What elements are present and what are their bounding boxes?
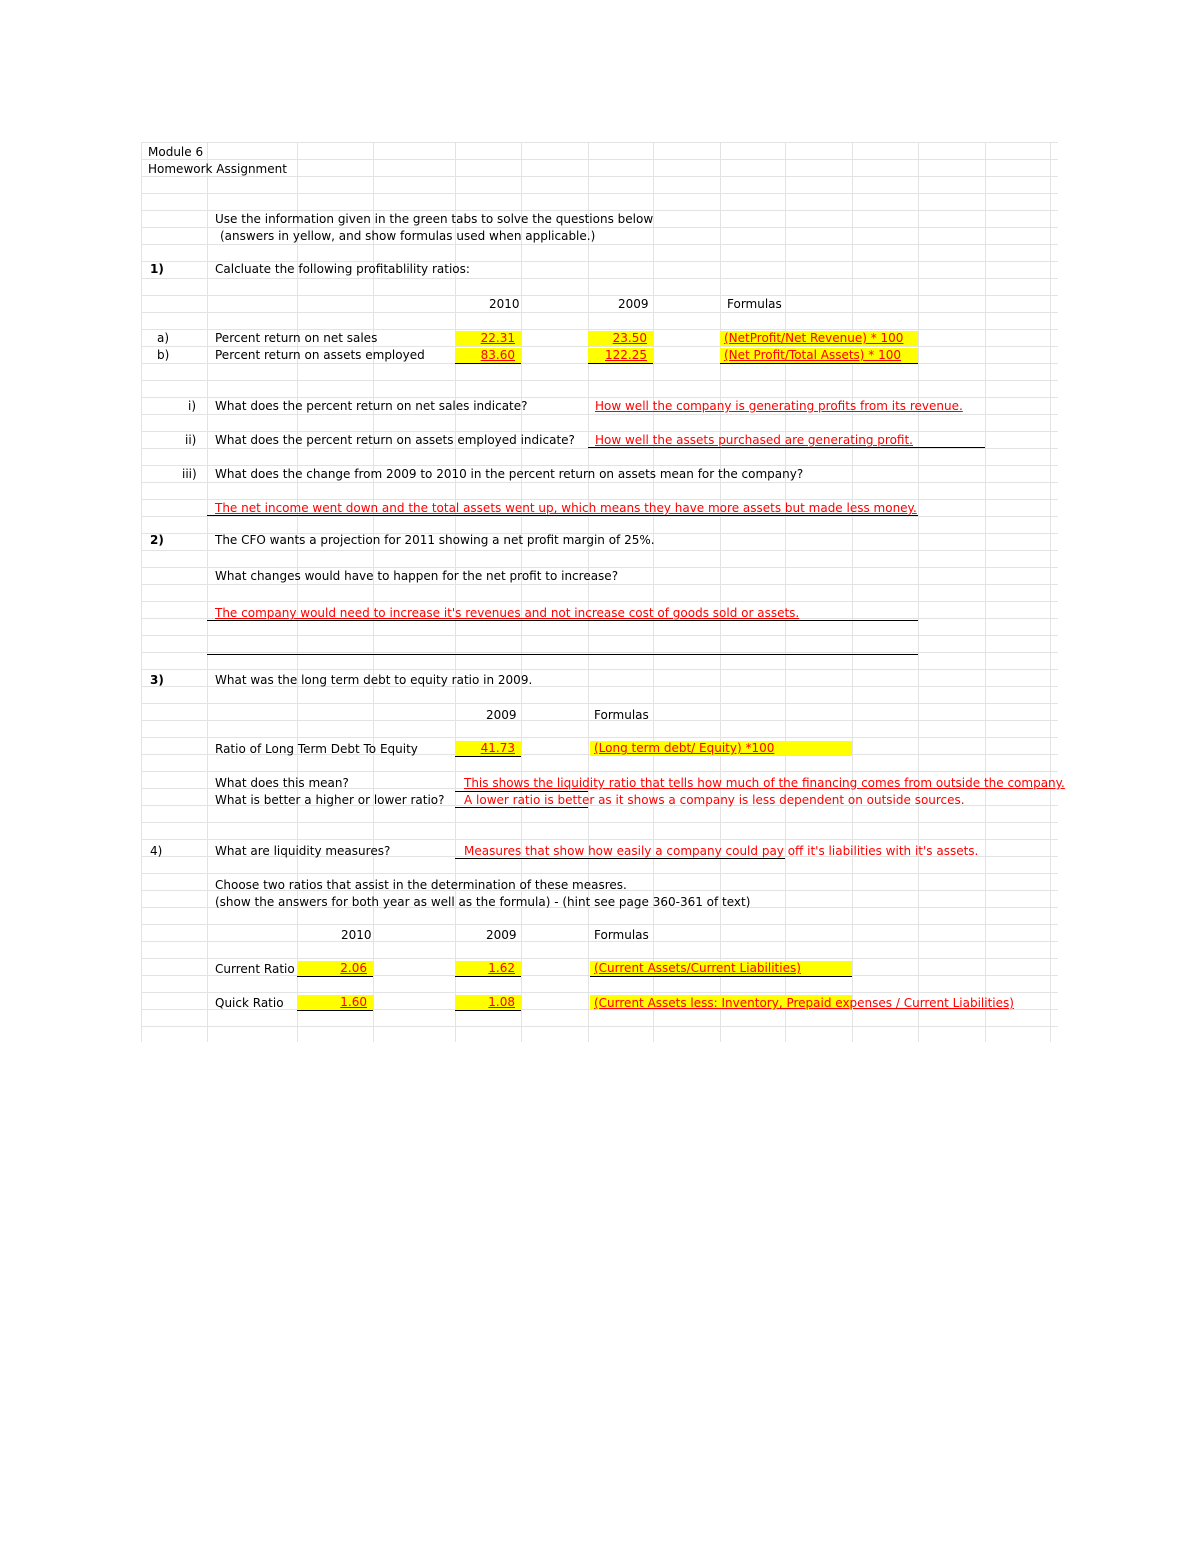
q4-row-quick-label: Quick Ratio <box>215 996 284 1010</box>
q1-2010-underline <box>455 363 521 364</box>
gridline-col <box>852 142 853 1042</box>
q1-sub-ii-underline <box>588 447 985 448</box>
gridline-row <box>141 278 1058 279</box>
gridline-row <box>141 414 1058 415</box>
gridline-row <box>141 482 1058 483</box>
q4-question: What are liquidity measures? <box>215 844 391 858</box>
q1-sub-iii-roman: iii) <box>182 467 197 481</box>
q4-row-current-2010-cell[interactable]: 2.06 <box>297 961 373 976</box>
gridline-row <box>141 924 1058 925</box>
q2-answer-underline <box>207 620 918 621</box>
gridline-row <box>141 210 1058 211</box>
q4-row-quick-formula-cell[interactable] <box>594 996 1014 1010</box>
gridline-row <box>141 312 1058 313</box>
gridline-col <box>1050 142 1051 1042</box>
q1-sub-iii-answer[interactable]: The net income went down and the total assets went up, which means they have more assets but made less money. <box>215 501 917 515</box>
q4-instruction-2: (show the answers for both year as well as the formula) - (hint see page 360-361 of text) <box>215 895 751 909</box>
q1-sub-ii-roman: ii) <box>185 433 197 447</box>
q4-row-current-2009-cell[interactable]: 1.62 <box>455 961 521 976</box>
gridline-row <box>141 584 1058 585</box>
q4-quick-2009-underline <box>455 1010 521 1011</box>
gridline-row <box>141 142 1058 143</box>
q1-sub-i-question: What does the percent return on net sales indicate? <box>215 399 528 413</box>
q3-meaning-underline <box>455 791 588 792</box>
q4-col-2010: 2010 <box>341 928 372 942</box>
gridline-row <box>141 431 1058 432</box>
gridline-row <box>141 159 1058 160</box>
q2-answer[interactable]: The company would need to increase it's revenues and not increase cost of goods sold or assets. <box>215 606 800 620</box>
q3-meaning-question: What does this mean? <box>215 776 349 790</box>
q4-current-formula-underline <box>590 976 852 977</box>
q1-row-a-formula-cell[interactable]: (NetProfit/Net Revenue) * 100 <box>720 331 918 346</box>
q1-col-formulas: Formulas <box>727 297 782 311</box>
q1-row-b-2010-cell[interactable]: 83.60 <box>455 348 521 363</box>
q3-better-question: What is better a higher or lower ratio? <box>215 793 445 807</box>
q1-sub-i-answer[interactable]: How well the company is generating profits from its revenue. <box>595 399 963 413</box>
gridline-row <box>141 822 1058 823</box>
q1-row-b-label: Percent return on assets employed <box>215 348 425 362</box>
gridline-row <box>141 669 1058 670</box>
q3-value-cell[interactable]: 41.73 <box>455 741 521 756</box>
q4-col-2009: 2009 <box>486 928 517 942</box>
gridline-row <box>141 567 1058 568</box>
gridline-row <box>141 329 1058 330</box>
q4-col-formulas: Formulas <box>594 928 649 942</box>
q1-sub-ii-question: What does the percent return on assets employed indicate? <box>215 433 575 447</box>
intro-line-1: Use the information given in the green tabs to solve the questions below <box>215 212 654 226</box>
q4-row-quick-formula-text: (Current Assets less: Inventory, Prepaid expenses / Current Liabilities) <box>594 996 1014 1010</box>
gridline-row <box>141 1026 1058 1027</box>
q3-better-answer[interactable]: A lower ratio is better as it shows a company is less dependent on outside sources. <box>464 793 965 807</box>
q2-number: 2) <box>150 533 164 547</box>
q4-row-current-label: Current Ratio <box>215 962 295 976</box>
q1-row-a-2009-cell[interactable]: 23.50 <box>588 331 653 346</box>
gridline-row <box>141 737 1058 738</box>
q4-current-2009-underline <box>455 976 521 977</box>
gridline-row <box>141 465 1058 466</box>
q1-row-b-letter: b) <box>157 348 170 362</box>
q4-quick-2010-underline <box>297 1010 373 1011</box>
q3-better-underline <box>455 807 588 808</box>
q1-sub-iii-underline <box>207 515 918 516</box>
q2-prompt: The CFO wants a projection for 2011 showing a net profit margin of 25%. <box>215 533 655 547</box>
gridline-col <box>918 142 919 1042</box>
q3-value-underline <box>455 756 521 757</box>
q1-sub-i-roman: i) <box>188 399 197 413</box>
gridline-row <box>141 601 1058 602</box>
gridline-row <box>141 244 1058 245</box>
q4-number: 4) <box>150 844 163 858</box>
gridline-col <box>985 142 986 1042</box>
gridline-row <box>141 176 1058 177</box>
gridline-row <box>141 380 1058 381</box>
q1-row-b-formula-cell[interactable]: (Net Profit/Total Assets) * 100 <box>720 348 918 363</box>
q3-prompt: What was the long term debt to equity ratio in 2009. <box>215 673 533 687</box>
gridline-row <box>141 227 1058 228</box>
q4-row-quick-2010-cell[interactable]: 1.60 <box>297 995 373 1010</box>
gridline-row <box>141 516 1058 517</box>
q1-col-2010: 2010 <box>489 297 520 311</box>
q3-formula-cell[interactable]: (Long term debt/ Equity) *100 <box>590 741 852 756</box>
module-title: Module 6 <box>148 145 204 159</box>
gridline-row <box>141 550 1058 551</box>
q4-row-current-formula-cell[interactable]: (Current Assets/Current Liabilities) <box>590 961 852 976</box>
gridline-row <box>141 771 1058 772</box>
gridline-row <box>141 346 1058 347</box>
q3-number: 3) <box>150 673 164 687</box>
q1-sub-ii-answer[interactable]: How well the assets purchased are generating profit. <box>595 433 913 447</box>
gridline-row <box>141 193 1058 194</box>
q4-current-2010-underline <box>297 976 373 977</box>
q1-prompt: Calcluate the following profitablility ratios: <box>215 262 470 276</box>
q3-col-formulas: Formulas <box>594 708 649 722</box>
gridline-row <box>141 652 1058 653</box>
q3-label: Ratio of Long Term Debt To Equity <box>215 742 418 756</box>
q2-blank-line <box>207 654 918 655</box>
q4-row-quick-2009-cell[interactable]: 1.08 <box>455 995 521 1010</box>
gridline-row <box>141 635 1058 636</box>
gridline-row <box>141 703 1058 704</box>
q4-answer-underline <box>455 858 785 859</box>
q4-answer[interactable]: Measures that show how easily a company could pay off it's liabilities with it's assets. <box>464 844 979 858</box>
q3-meaning-answer-text: This shows the liquidity ratio that tells how much of the financing comes from outside the company. <box>464 776 1065 790</box>
gridline-row <box>141 839 1058 840</box>
gridline-row <box>141 873 1058 874</box>
gridline-row <box>141 397 1058 398</box>
gridline-row <box>141 992 1058 993</box>
q1-row-b-2009-cell[interactable]: 122.25 <box>588 348 653 363</box>
assignment-title: Homework Assignment <box>148 162 287 176</box>
q1-sub-iii-question: What does the change from 2009 to 2010 in the percent return on assets mean for the company? <box>215 467 804 481</box>
q3-col-2009: 2009 <box>486 708 517 722</box>
q1-row-a-letter: a) <box>157 331 170 345</box>
q1-row-a-2010-cell[interactable]: 22.31 <box>455 331 521 346</box>
gridline-row <box>141 295 1058 296</box>
intro-line-2: (answers in yellow, and show formulas used when applicable.) <box>220 229 596 243</box>
q2-question: What changes would have to happen for the net profit to increase? <box>215 569 619 583</box>
gridline-row <box>141 499 1058 500</box>
q1-number: 1) <box>150 262 164 276</box>
q3-meaning-answer[interactable] <box>464 776 1065 790</box>
gridline-row <box>141 958 1058 959</box>
gridline-col <box>207 142 208 1042</box>
q4-instruction-1: Choose two ratios that assist in the determination of these measres. <box>215 878 627 892</box>
gridline-col <box>785 142 786 1042</box>
q1-row-a-label: Percent return on net sales <box>215 331 378 345</box>
gridline-row <box>141 448 1058 449</box>
q1-formula-underline <box>720 363 918 364</box>
q1-2009-underline <box>588 363 653 364</box>
gridline-col <box>141 142 142 1042</box>
q1-col-2009: 2009 <box>618 297 649 311</box>
